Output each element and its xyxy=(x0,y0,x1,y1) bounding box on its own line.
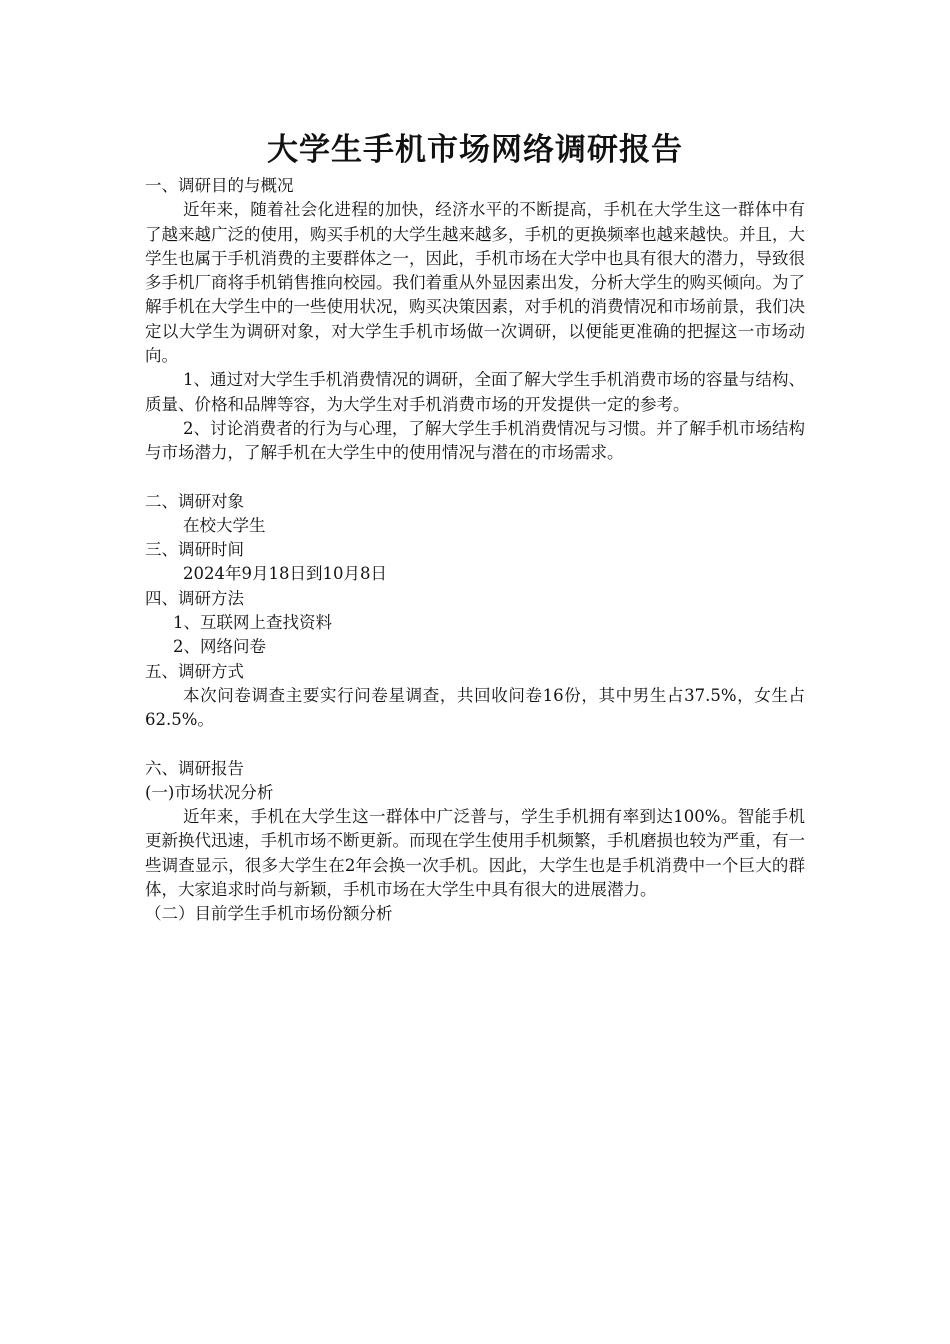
subsection-heading-share: （二）目前学生手机市场份额分析 xyxy=(145,904,393,924)
subject-text: 在校大学生 xyxy=(183,515,266,535)
section-heading-purpose: 一、调研目的与概况 xyxy=(145,176,294,195)
document-body xyxy=(145,174,805,927)
section-heading-time: 三、调研时间 xyxy=(145,540,244,560)
paragraph-overview: 近年来，随着社会化进程的加快，经济水平的不断提高，手机在大学生这一群体中有了越来越广泛的使用，购买手机的大学生越来越多，手机的更换频率也越来越快。并且，大学生也属于手机消费的主要群体之一，因此，手机市场在大学中也具有很大的潜力，导致很多手机厂商将手机销售推向校园。我们着重从外显因素出发，分析大学生的购买倾向。为了解手机在大学生中的一些使用状况，购买决策因素，对手机的消费情况和市场前景，我们决定以大学生为调研对象，对大学生手机市场做一次调研，以便能更准确的把握这一市场动向。 xyxy=(145,200,805,366)
market-analysis-text: 近年来，手机在大学生这一群体中广泛普与，学生手机拥有率到达100%。智能手机更新换代迅速，手机市场不断更新。而现在学生使用手机频繁，手机磨损也较为严重，有一些调查显示，很多大学生在2年会换一次手机。因此，大学生也是手机消费中一个巨大的群体，大家追求时尚与新颖，手机市场在大学生中具有很大的进展潜力。 xyxy=(145,807,805,900)
document-title: 大学生手机市场网络调研报告 xyxy=(267,132,683,168)
section-heading-report: 六、调研报告 xyxy=(145,758,244,778)
subsection-heading-market: (一)市场状况分析 xyxy=(145,782,274,802)
section-heading-subject: 二、调研对象 xyxy=(145,491,244,511)
purpose-item-1: 1、通过对大学生手机消费情况的调研，全面了解大学生手机消费市场的容量与结构、质量、价格和品牌等容，为大学生对手机消费市场的开发提供一定的参考。 xyxy=(145,370,805,414)
section-heading-method: 四、调研方法 xyxy=(145,588,244,608)
method-item-1: 1、互联网上查找资料 xyxy=(173,613,332,633)
spacer xyxy=(145,466,805,490)
section-heading-mode: 五、调研方式 xyxy=(145,661,244,681)
method-item-2: 2、网络问卷 xyxy=(173,637,266,657)
spacer xyxy=(145,733,805,757)
mode-text: 本次问卷调查主要实行问卷星调查，共回收问卷16份，其中男生占37.5%，女生占62.5%。 xyxy=(145,685,805,730)
purpose-item-2: 2、讨论消费者的行为与心理，了解大学生手机消费情况与习惯。并了解手机市场结构与市场潜力，了解手机在大学生中的使用情况与潜在的市场需求。 xyxy=(145,418,805,463)
time-text: 2024年9月18日到10月8日 xyxy=(183,564,387,584)
